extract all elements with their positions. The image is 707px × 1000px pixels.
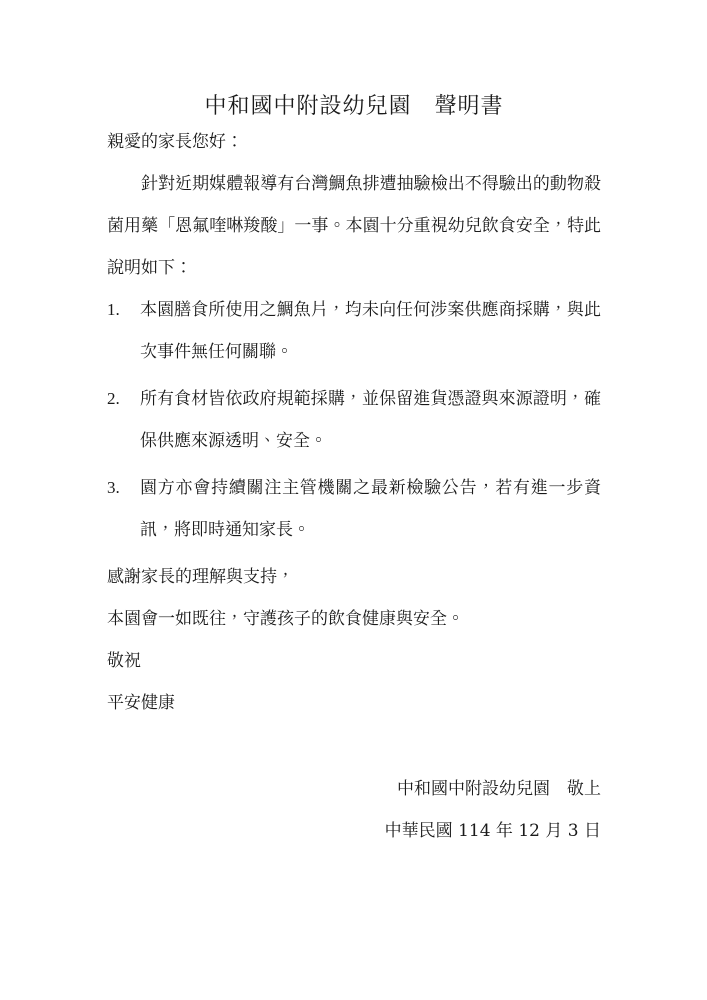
list-item-3-number: 3.	[107, 478, 120, 497]
promise-line: 本園會一如既往，守護孩子的飲食健康與安全。	[107, 609, 464, 629]
statement-list	[107, 289, 601, 551]
list-item-2-text: 所有食材皆依政府規範採購，並保留進貨憑證與來源證明，確保供應來源透明、安全。	[140, 389, 601, 451]
greeting-line: 親愛的家長您好：	[107, 132, 243, 152]
salutation-line: 敬祝	[107, 651, 141, 671]
intro-paragraph: 針對近期媒體報導有台灣鯛魚排遭抽驗檢出不得驗出的動物殺菌用藥「恩氟喹啉羧酸」一事。本園十分重視幼兒飲食安全，特此說明如下：	[107, 174, 601, 278]
signature-line: 中和國中附設幼兒園 敬上	[397, 779, 601, 799]
list-item-2-number: 2.	[107, 389, 120, 408]
date-line: 中華民國 114 年 12 月 3 日	[384, 821, 601, 841]
list-item-2	[107, 378, 601, 462]
list-item-1	[107, 289, 601, 373]
blessing-line: 平安健康	[107, 693, 175, 713]
list-item-3-text: 園方亦會持續關注主管機關之最新檢驗公告，若有進一步資訊，將即時通知家長。	[140, 478, 601, 540]
list-item-3	[107, 467, 601, 551]
thanks-line: 感謝家長的理解與支持，	[107, 567, 294, 587]
signature-block	[107, 768, 601, 852]
list-item-1-number: 1.	[107, 300, 120, 319]
list-item-1-text: 本園膳食所使用之鯛魚片，均未向任何涉案供應商採購，與此次事件無任何關聯。	[140, 300, 601, 362]
document-title: 中和國中附設幼兒園 聲明書	[204, 94, 504, 119]
